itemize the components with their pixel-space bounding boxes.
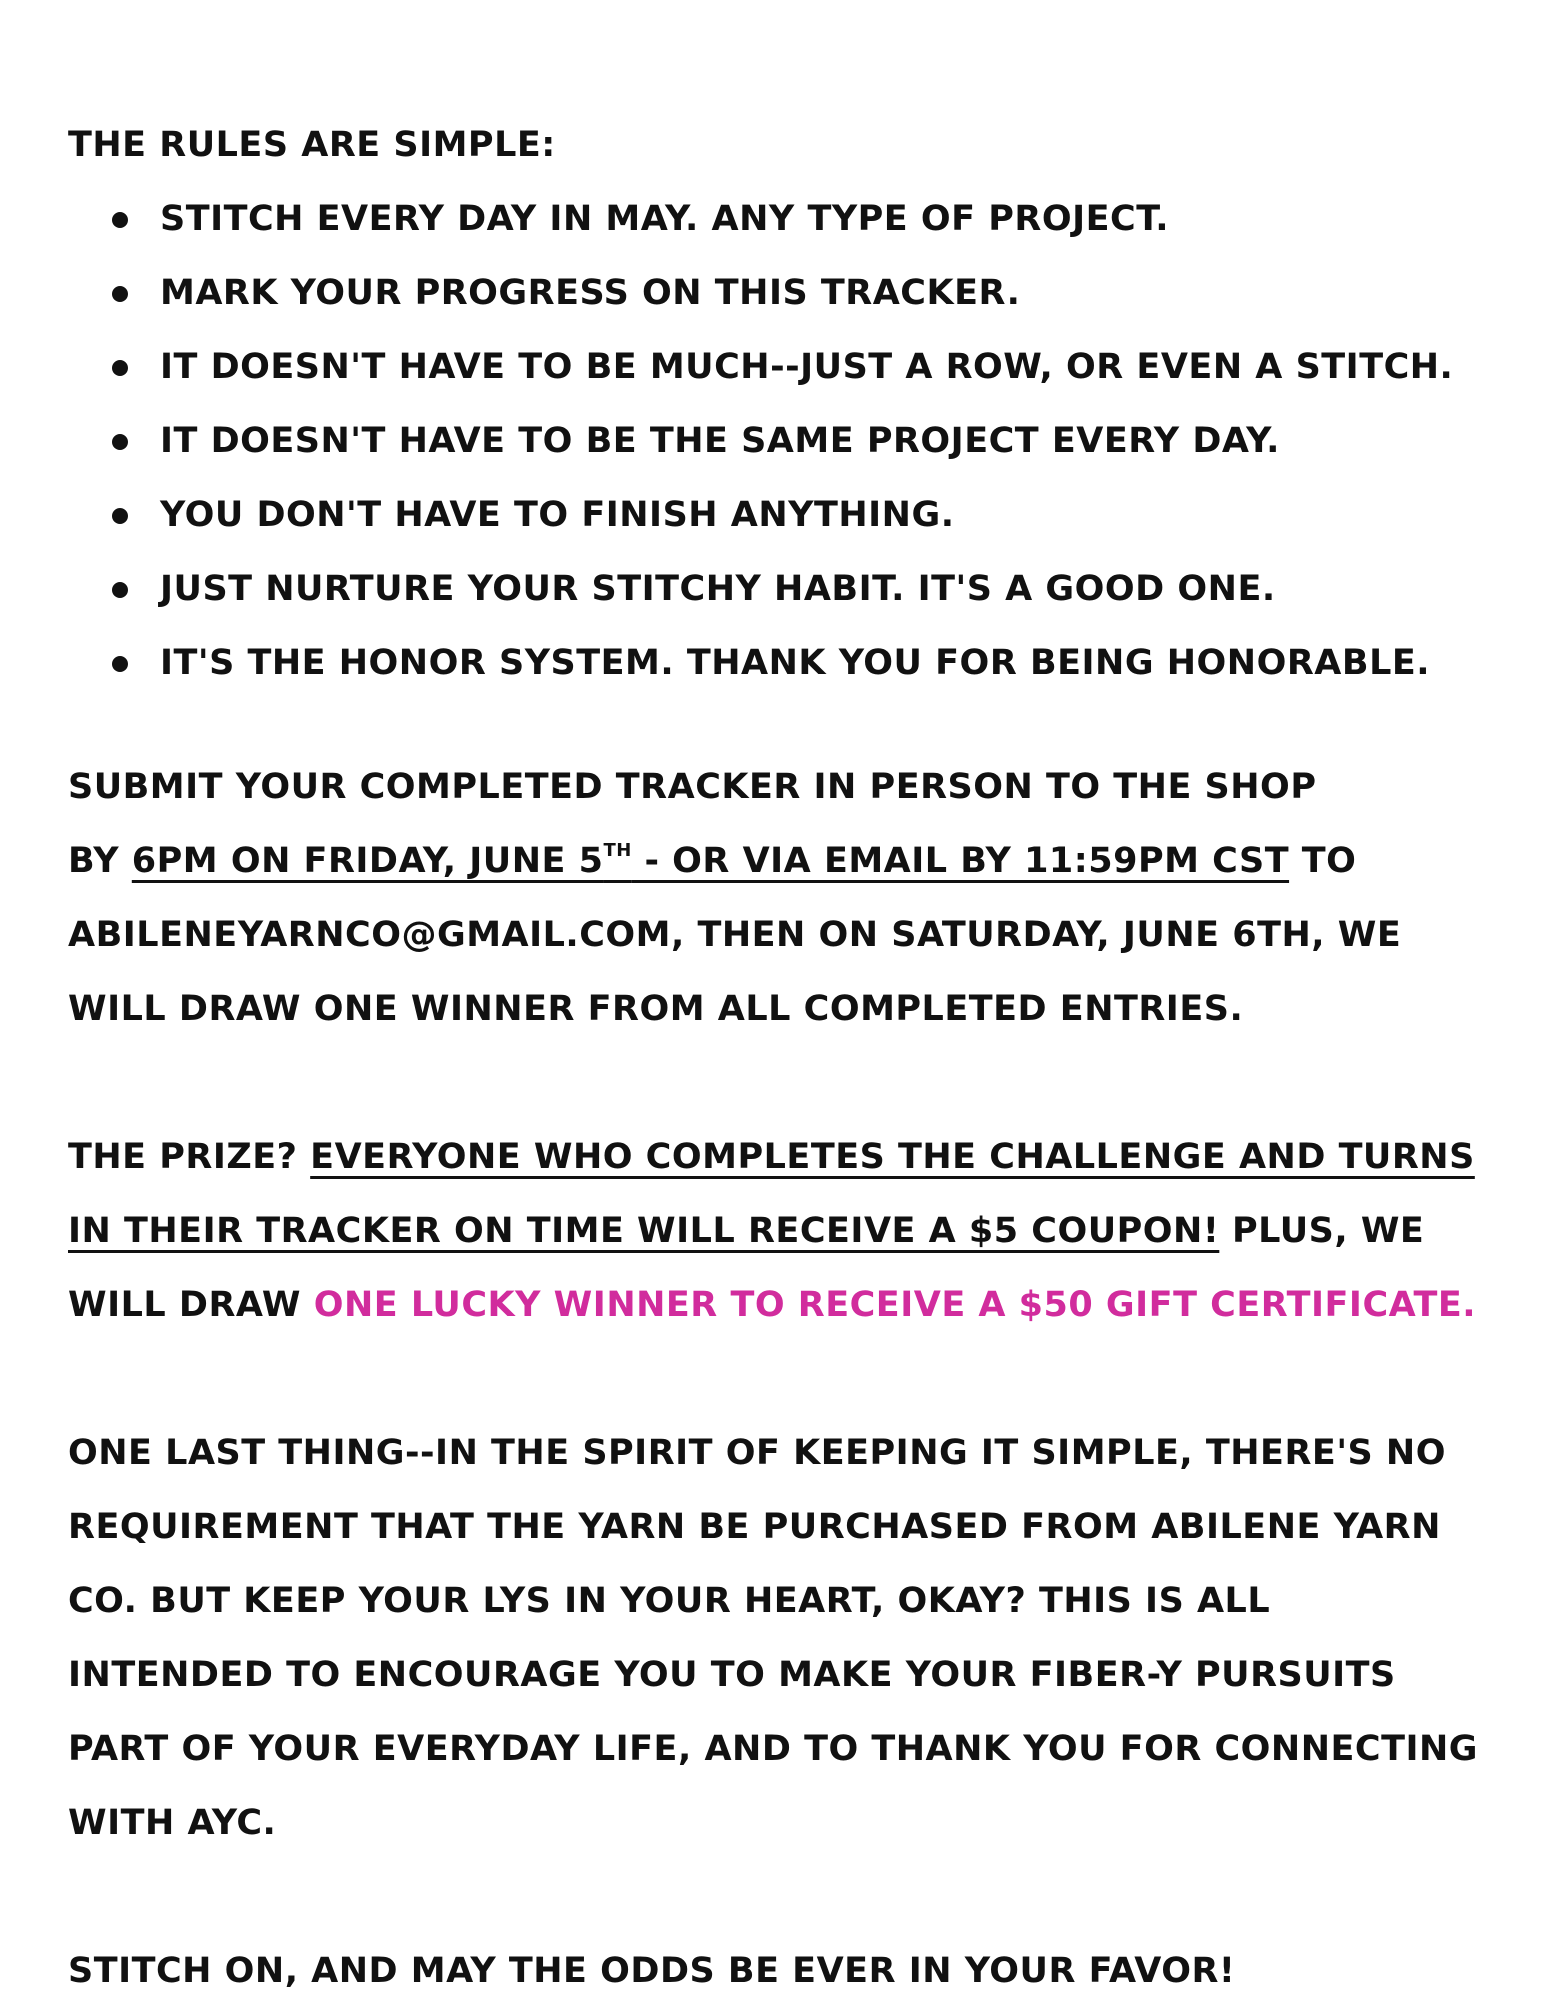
rule-text: MARK YOUR PROGRESS ON THIS TRACKER. xyxy=(160,273,1021,313)
prize-lead: THE PRIZE? xyxy=(68,1137,311,1177)
rule-text: YOU DON'T HAVE TO FINISH ANYTHING. xyxy=(160,495,955,535)
deadline-date: 6PM ON FRIDAY, JUNE 5 xyxy=(131,841,604,881)
bullet-icon xyxy=(112,434,128,450)
bullet-icon xyxy=(112,286,128,302)
rule-item xyxy=(68,478,1488,552)
bullet-icon xyxy=(112,508,128,524)
rule-item xyxy=(68,404,1488,478)
rules-document xyxy=(68,108,1488,2008)
rule-item xyxy=(68,256,1488,330)
submit-by: BY xyxy=(68,841,132,881)
gift-certificate-highlight: ONE LUCKY WINNER TO RECEIVE A $50 GIFT CERTIFICATE. xyxy=(313,1285,1477,1325)
bullet-icon xyxy=(112,656,128,672)
submit-intro: SUBMIT YOUR COMPLETED TRACKER IN PERSON TO THE SHOP xyxy=(68,767,1317,807)
rule-text: JUST NURTURE YOUR STITCHY HABIT. IT'S A GOOD ONE. xyxy=(160,569,1276,609)
bullet-icon xyxy=(112,582,128,598)
rule-item xyxy=(68,552,1488,626)
deadline-email: - OR VIA EMAIL BY 11:59PM CST xyxy=(631,841,1290,881)
rule-text: IT DOESN'T HAVE TO BE MUCH--JUST A ROW, OR EVEN A STITCH. xyxy=(160,347,1454,387)
rule-item xyxy=(68,626,1488,700)
rule-item xyxy=(68,330,1488,404)
deadline-ordinal: TH xyxy=(603,840,632,861)
closing-line: STITCH ON, AND MAY THE ODDS BE EVER IN YOUR FAVOR! xyxy=(68,1951,1236,1991)
rules-list xyxy=(68,182,1488,700)
rule-text: IT DOESN'T HAVE TO BE THE SAME PROJECT EVERY DAY. xyxy=(160,421,1280,461)
bullet-icon xyxy=(112,212,128,228)
rules-heading: THE RULES ARE SIMPLE: xyxy=(68,125,556,165)
prize-plus: PLUS, WE WILL DRAW xyxy=(68,1211,1425,1325)
rule-item xyxy=(68,182,1488,256)
submit-deadline xyxy=(132,841,1289,881)
submit-paragraph xyxy=(68,750,1488,1046)
rule-text: IT'S THE HONOR SYSTEM. THANK YOU FOR BEING HONORABLE. xyxy=(160,643,1431,683)
submit-to: TO xyxy=(1289,841,1357,881)
submit-rest: , THEN ON SATURDAY, JUNE 6TH, WE WILL DRAW ONE WINNER FROM ALL COMPLETED ENTRIES. xyxy=(68,915,1402,1029)
rule-text: STITCH EVERY DAY IN MAY. ANY TYPE OF PROJECT. xyxy=(160,199,1170,239)
email-address: ABILENEYARNCO@GMAIL.COM xyxy=(68,915,671,955)
prize-paragraph xyxy=(68,1120,1488,1342)
last-thing-paragraph: ONE LAST THING--IN THE SPIRIT OF KEEPING IT SIMPLE, THERE'S NO REQUIREMENT THAT THE YARN BE PURCHASED FROM ABILENE YARN CO. BUT KEEP YOUR LYS IN YOUR HEART, OKAY? THIS IS ALL INTENDED TO ENCOURAGE YOU TO MAKE YOUR FIBER-Y PURSUITS PART OF YOUR EVERYDAY LIFE, AND TO THANK YOU FOR CONNECTING WITH AYC. xyxy=(68,1433,1479,1843)
bullet-icon xyxy=(112,360,128,376)
coupon-text: EVERYONE WHO COMPLETES THE CHALLENGE AND TURNS IN THEIR TRACKER ON TIME WILL RECEIVE A $5 COUPON! xyxy=(68,1137,1475,1251)
